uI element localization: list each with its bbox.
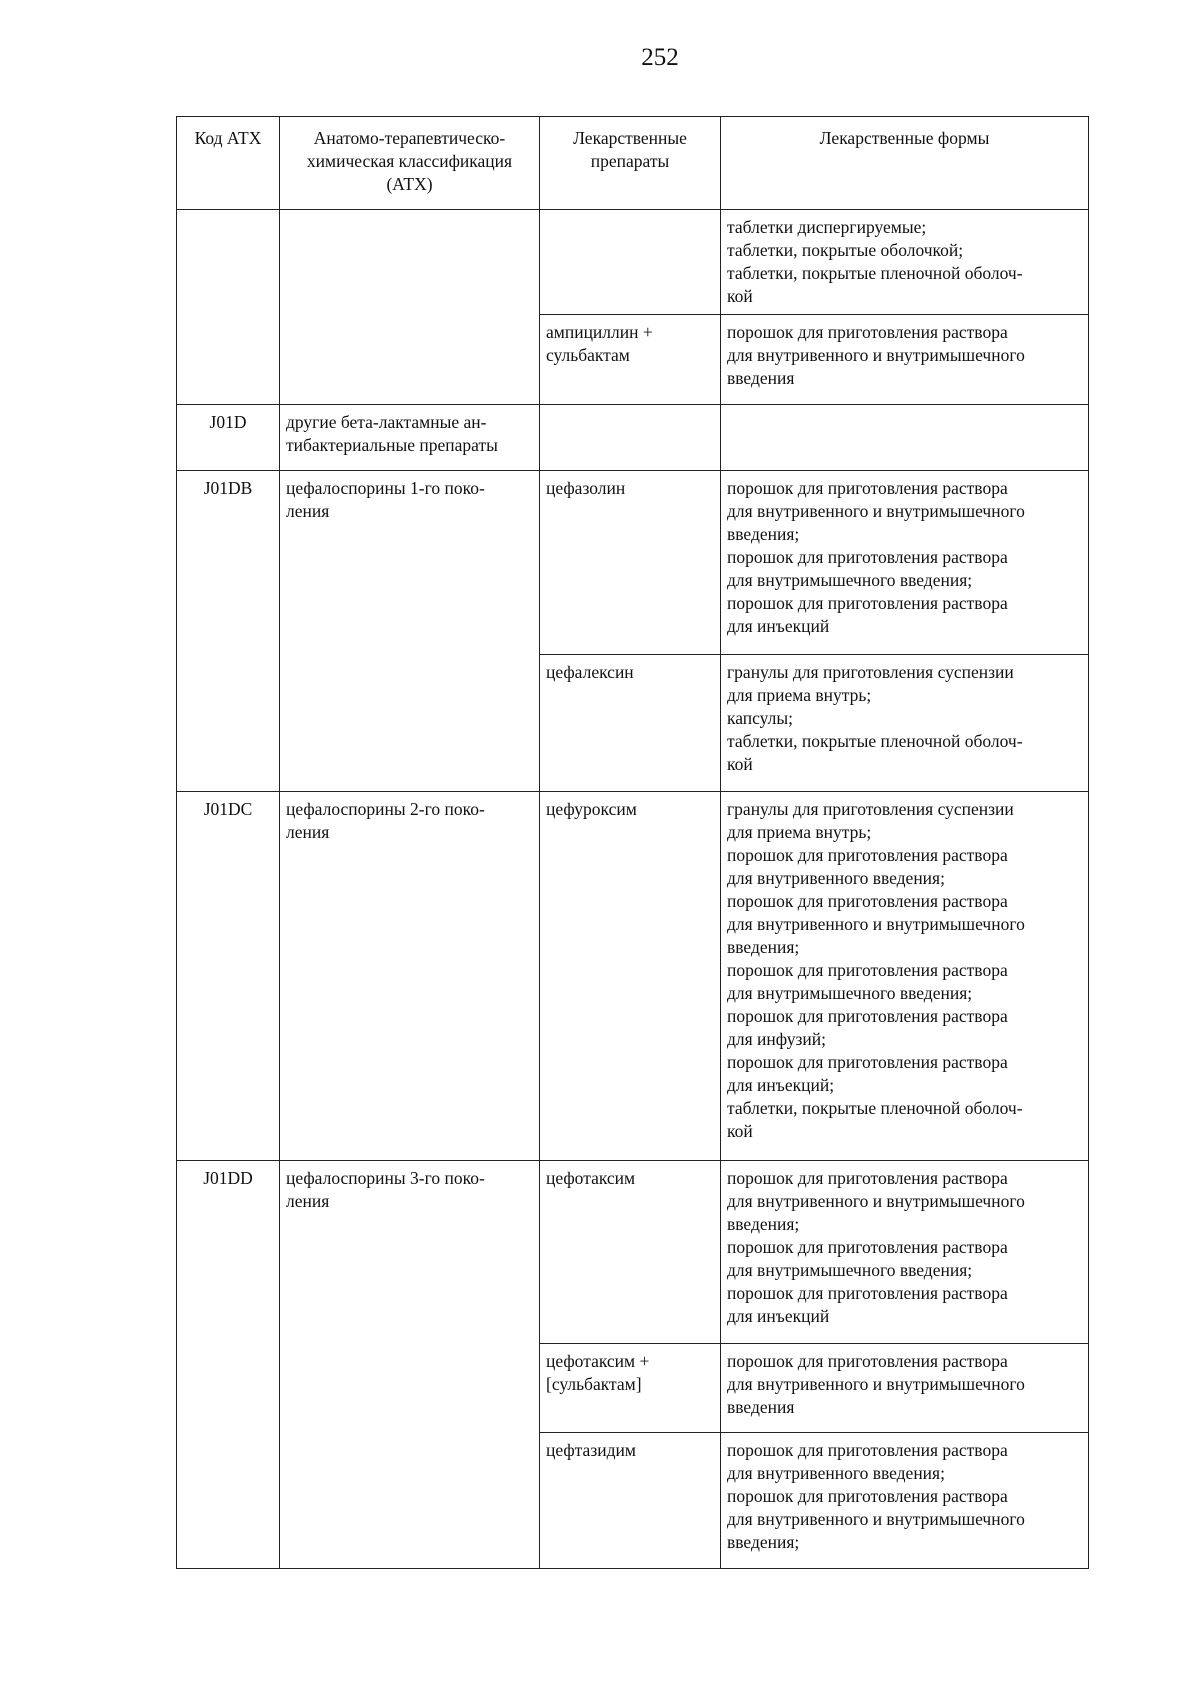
header-atc-code: Код АТХ [177, 117, 280, 210]
classification-cell [280, 210, 540, 405]
atc-code-cell: J01DC [177, 792, 280, 1161]
drug-cell: цефалексин [540, 655, 721, 792]
drug-cell [540, 405, 721, 471]
classification-cell: другие бета-лактамные ан- тибактериальные препараты [280, 405, 540, 471]
table-row [177, 210, 1089, 315]
drug-cell: цефуроксим [540, 792, 721, 1161]
dosage-forms-cell: таблетки диспергируемые; таблетки, покрытые оболочкой; таблетки, покрытые пленочной оболоч- кой [721, 210, 1089, 315]
atc-drug-table [176, 116, 1089, 1569]
classification-cell: цефалоспорины 2-го поко- ления [280, 792, 540, 1161]
header-dosage-forms: Лекарственные формы [721, 117, 1089, 210]
classification-cell: цефалоспорины 3-го поко- ления [280, 1161, 540, 1569]
dosage-forms-cell: порошок для приготовления раствора для внутривенного и внутримышечного введения [721, 1344, 1089, 1433]
dosage-forms-cell: порошок для приготовления раствора для внутривенного и внутримышечного введения [721, 315, 1089, 405]
table-row [177, 405, 1089, 471]
drug-cell: цефазолин [540, 471, 721, 655]
dosage-forms-cell: гранулы для приготовления суспензии для приема внутрь; порошок для приготовления раствора для внутривенного введения; порошок для приготовления раствора для внутривенного и внутримышечного введения; порошок для приготовления раствора для внутримышечного введения; порошок для приготовления раствора для инфузий; порошок для приготовления раствора для инъекций; таблетки, покрытые пленочной оболоч- кой [721, 792, 1089, 1161]
atc-code-cell [177, 210, 280, 405]
drug-cell: ампициллин + сульбактам [540, 315, 721, 405]
dosage-forms-cell [721, 405, 1089, 471]
drug-cell [540, 210, 721, 315]
atc-code-cell: J01DB [177, 471, 280, 792]
header-drugs: Лекарственные препараты [540, 117, 721, 210]
table-row [177, 1161, 1089, 1344]
drug-cell: цефтазидим [540, 1433, 721, 1569]
page-number: 252 [641, 44, 679, 71]
dosage-forms-cell: порошок для приготовления раствора для внутривенного и внутримышечного введения; порошок для приготовления раствора для внутримышечного введения; порошок для приготовления раствора для инъекций [721, 1161, 1089, 1344]
atc-code-cell: J01D [177, 405, 280, 471]
table-row [177, 471, 1089, 655]
header-classification: Анатомо-терапевтическо- химическая классификация (АТХ) [280, 117, 540, 210]
drug-cell: цефотаксим [540, 1161, 721, 1344]
drug-cell: цефотаксим + [сульбактам] [540, 1344, 721, 1433]
atc-code-cell: J01DD [177, 1161, 280, 1569]
table-row [177, 792, 1089, 1161]
table-header-row [177, 117, 1089, 210]
dosage-forms-cell: порошок для приготовления раствора для внутривенного введения; порошок для приготовления раствора для внутривенного и внутримышечного введения; [721, 1433, 1089, 1569]
dosage-forms-cell: гранулы для приготовления суспензии для приема внутрь; капсулы; таблетки, покрытые пленочной оболоч- кой [721, 655, 1089, 792]
classification-cell: цефалоспорины 1-го поко- ления [280, 471, 540, 792]
dosage-forms-cell: порошок для приготовления раствора для внутривенного и внутримышечного введения; порошок для приготовления раствора для внутримышечного введения; порошок для приготовления раствора для инъекций [721, 471, 1089, 655]
